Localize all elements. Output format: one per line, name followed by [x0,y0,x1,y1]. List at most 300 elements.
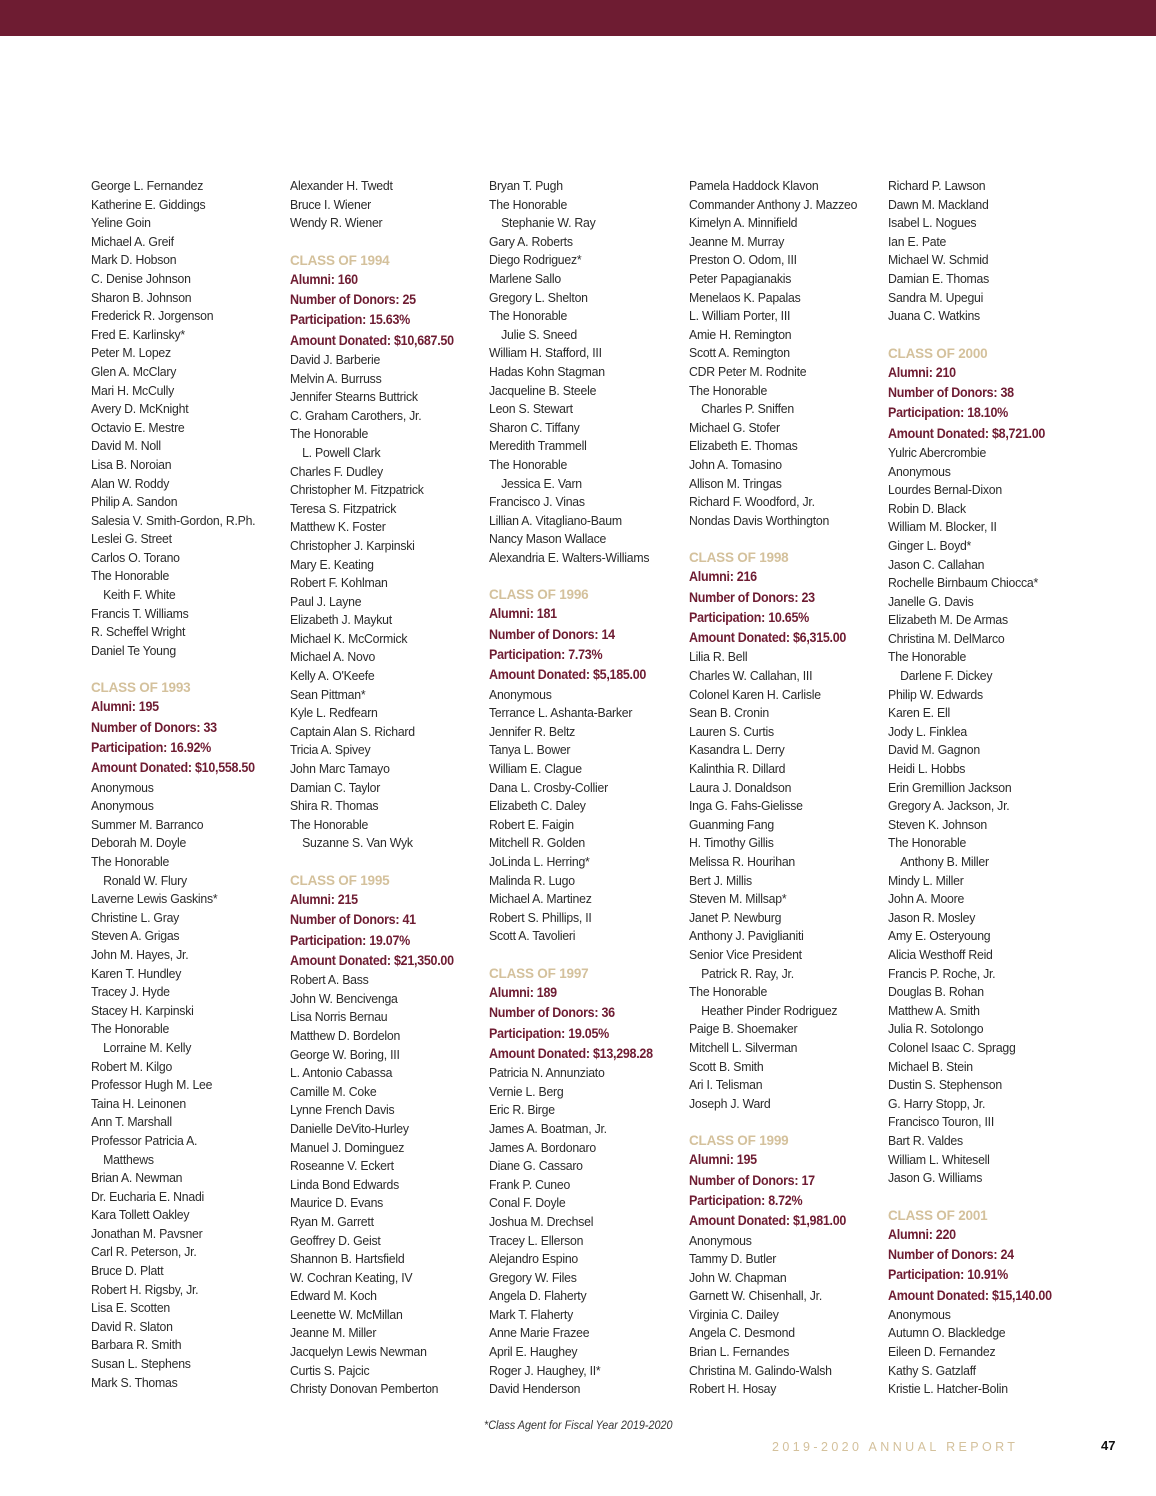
donor-name: Professor Patricia A. [91,1132,198,1148]
donor-name: Ginger L. Boyd* [888,537,972,553]
donor-name: Lisa B. Noroian [91,456,172,472]
donor-name: The Honorable [91,1021,170,1037]
donor-name: Summer M. Barranco [91,816,204,832]
donor-name: Daniel Te Young [91,642,176,658]
page-number: 47 [1101,1438,1116,1453]
name-list [489,177,684,567]
donor-name: G. Harry Stopp, Jr. [888,1095,986,1111]
donor-name: Menelaos K. Papalas [689,289,801,305]
donor-name: Mindy L. Miller [888,872,964,888]
donor-name: Garnett W. Chisenhall, Jr. [689,1288,823,1304]
donor-name: Rochelle Birnbaum Chiocca* [888,575,1039,591]
donor-name: Mitchell L. Silverman [689,1039,798,1055]
class-heading: CLASS OF 1996 [489,587,589,603]
donor-name: Alicia Westhoff Reid [888,946,993,962]
donor-name: Salesia V. Smith-Gordon, R.Ph. [91,512,256,528]
donor-name: Nondas Davis Worthington [689,512,830,528]
donor-name: Douglas B. Rohan [888,984,984,1000]
class-section [91,678,286,1392]
donor-name: Keith F. White [103,587,176,603]
donor-name: Eric R. Birge [489,1102,555,1118]
donor-name: David R. Slaton [91,1318,173,1334]
donor-name: Jessica E. Varn [501,475,582,491]
donor-name: Christina M. DelMarco [888,630,1005,646]
donor-name: Jason G. Williams [888,1170,983,1186]
class-stat: Alumni: 195 [689,1152,757,1168]
donor-name: David Henderson [489,1381,581,1397]
donor-name: The Honorable [489,308,568,324]
donor-name: Anthony B. Miller [900,854,989,869]
donor-name: Kristie L. Hatcher-Bolin [888,1381,1008,1397]
donor-name: Kyle L. Redfearn [290,705,378,721]
donor-name: Steven A. Grigas [91,928,180,944]
donor-name: The Honorable [888,835,967,851]
donor-name: Robert H. Rigsby, Jr. [91,1281,199,1297]
donor-name: Alexander H. Twedt [290,178,393,193]
donor-name: Anonymous [689,1232,752,1248]
donor-name: Michael G. Stofer [689,419,780,435]
donor-name: Lillian A. Vitagliano-Baum [489,512,622,528]
class-stat: Number of Donors: 17 [689,1172,815,1188]
class-stat: Alumni: 181 [489,606,557,622]
donor-name: Tracey L. Ellerson [489,1232,584,1248]
donor-name: The Honorable [689,382,768,398]
donor-name: Karen E. Ell [888,705,950,721]
donor-name: Julia R. Sotolongo [888,1021,984,1037]
donor-name: Stacey H. Karpinski [91,1002,194,1018]
donor-name: Alexandria E. Walters-Williams [489,549,650,565]
donor-name: Senior Vice President [689,946,802,962]
donor-name: Shira R. Thomas [290,798,379,814]
donor-name: Anne Marie Frazee [489,1325,590,1341]
donor-name: Darlene F. Dickey [900,668,993,684]
donor-name: Laura J. Donaldson [689,779,792,795]
class-stat: Amount Donated: $6,315.00 [689,630,847,646]
donor-name: H. Timothy Gillis [689,835,774,851]
donor-name: The Honorable [290,426,369,442]
donor-name: Dawn M. Mackland [888,196,989,212]
donor-name: Kalinthia R. Dillard [689,761,786,777]
class-stat: Number of Donors: 23 [689,589,815,605]
donor-name: Ian E. Pate [888,233,947,249]
class-stat: Participation: 10.65% [689,609,810,625]
class-stat: Number of Donors: 36 [489,1005,615,1021]
donor-name: Elizabeth C. Daley [489,798,586,814]
donor-name: Avery D. McKnight [91,401,189,417]
donor-name: Alejandro Espino [489,1251,579,1267]
donor-name: Marlene Sallo [489,270,561,286]
donor-name: Christine L. Gray [91,909,180,925]
donor-name: Kimelyn A. Minnifield [689,215,798,231]
class-section [888,344,1083,1188]
donor-name: Dana L. Crosby-Collier [489,779,608,795]
donor-name: Eileen D. Fernandez [888,1344,996,1360]
donor-name: Paige B. Shoemaker [689,1021,798,1037]
class-stat: Participation: 7.73% [489,647,603,663]
donor-name: Robert S. Phillips, II [489,909,592,925]
donor-name: Brian A. Newman [91,1170,183,1186]
class-section [489,964,684,1399]
class-stat: Participation: 8.72% [689,1192,803,1208]
donor-name: Tricia A. Spivey [290,742,371,758]
class-heading: CLASS OF 1998 [689,550,789,566]
donor-name: Robin D. Black [888,500,966,516]
donor-name: Professor Hugh M. Lee [91,1077,213,1093]
donor-name: L. Powell Clark [302,444,381,460]
donor-name: Taina H. Leinonen [91,1095,186,1111]
donor-name: Kasandra L. Derry [689,742,785,758]
class-section [689,548,884,1113]
donor-name: Charles F. Dudley [290,463,383,479]
donor-name: Suzanne S. Van Wyk [302,835,413,851]
donor-name: Christina M. Galindo-Walsh [689,1362,832,1378]
donor-name: Mary E. Keating [290,556,374,572]
donor-name: Christopher M. Fitzpatrick [290,482,424,498]
donor-name: Jeanne M. Murray [689,233,785,249]
donor-name: Edward M. Koch [290,1288,377,1304]
donor-name: The Honorable [290,816,369,832]
donor-name: Lisa E. Scotten [91,1300,171,1316]
donor-name: Melissa R. Hourihan [689,854,796,869]
header-band [0,0,1156,36]
donor-name: Sandra M. Upegui [888,289,984,305]
donor-name: Alan W. Roddy [91,475,170,491]
donor-name: Yulric Abercrombie [888,444,987,460]
donor-name: Steven K. Johnson [888,816,988,832]
donor-name: Robert E. Faigin [489,816,574,832]
column-3 [489,177,684,1399]
donor-name: Dr. Eucharia E. Nnadi [91,1188,205,1204]
donor-name: Mitchell R. Golden [489,835,586,851]
donor-name: James A. Boatman, Jr. [489,1120,607,1136]
donor-name: John A. Moore [888,891,965,907]
donor-name: Jonathan M. Pavsner [91,1225,203,1241]
donor-name: Robert F. Kohlman [290,575,388,591]
donor-name: Commander Anthony J. Mazzeo [689,196,858,212]
donor-name: James A. Bordonaro [489,1139,596,1155]
donor-name: Anonymous [91,779,154,795]
class-stat: Amount Donated: $10,558.50 [91,760,255,776]
donor-name: Gregory A. Jackson, Jr. [888,798,1010,814]
donor-name: Michael B. Stein [888,1058,973,1074]
class-section [888,1206,1083,1399]
donor-name: Francis P. Roche, Jr. [888,965,996,981]
donor-name: R. Scheffel Wright [91,624,186,640]
donor-name: Peter M. Lopez [91,345,171,361]
annual-report-title: 2019-2020 ANNUAL REPORT [772,1440,1019,1454]
donor-name: Mari H. McCully [91,382,175,398]
donor-name: Gary A. Roberts [489,233,573,249]
column-4 [689,177,884,1399]
donor-name: Geoffrey D. Geist [290,1232,381,1248]
class-stat: Number of Donors: 24 [888,1246,1014,1262]
column-1 [91,177,286,1392]
class-stat: Alumni: 195 [91,699,159,715]
donor-name: The Honorable [689,984,768,1000]
donor-name: Gregory L. Shelton [489,289,588,305]
donor-name: Michael W. Schmid [888,252,989,268]
class-heading: CLASS OF 1994 [290,252,390,268]
donor-name: Bert J. Millis [689,872,752,888]
donor-name: Charles P. Sniffen [701,401,794,417]
donor-name: Charles W. Callahan, III [689,668,813,684]
donor-name: Scott A. Tavolieri [489,928,576,944]
donor-name: Carl R. Peterson, Jr. [91,1244,197,1260]
class-stat: Number of Donors: 33 [91,719,217,735]
donor-name: Lauren S. Curtis [689,723,774,739]
donor-name: Tracey J. Hyde [91,984,170,1000]
class-stat: Number of Donors: 14 [489,626,615,642]
donor-name: Colonel Karen H. Carlisle [689,686,821,702]
donor-name: Shannon B. Hartsfield [290,1251,405,1267]
donor-name: Glen A. McClary [91,363,177,379]
donor-name: William H. Stafford, III [489,345,602,361]
class-heading: CLASS OF 1993 [91,680,191,696]
donor-name: Roger J. Haughey, II* [489,1362,601,1378]
donor-name: Jeanne M. Miller [290,1325,377,1341]
class-stat: Number of Donors: 38 [888,385,1014,401]
donor-name: Conal F. Doyle [489,1195,566,1211]
donor-name: Frank P. Cuneo [489,1176,571,1192]
donor-name: Jennifer R. Beltz [489,723,576,739]
donor-name: Janelle G. Davis [888,593,974,609]
class-stat: Alumni: 220 [888,1226,956,1242]
donor-name: Lourdes Bernal-Dixon [888,482,1002,498]
donor-name: Bart R. Valdes [888,1132,963,1148]
donor-name: Curtis S. Pajcic [290,1362,370,1378]
donor-name: Robert A. Bass [290,972,369,988]
donor-name: Virginia C. Dailey [689,1306,779,1322]
donor-name: Preston O. Odom, III [689,252,797,268]
donor-name: Kelly A. O'Keefe [290,668,375,684]
donor-name: Francisco Touron, III [888,1114,995,1130]
class-heading: CLASS OF 1997 [489,965,589,981]
donor-name: Anonymous [888,1306,951,1322]
donor-name: Bruce I. Wiener [290,196,372,212]
donor-name: Frederick R. Jorgenson [91,308,214,324]
donor-name: Robert M. Kilgo [91,1058,173,1074]
class-heading: CLASS OF 1995 [290,873,390,888]
donor-name: Angela C. Desmond [689,1325,795,1341]
column-5 [888,177,1083,1399]
donor-name: George W. Boring, III [290,1046,400,1062]
donor-name: Diego Rodriguez* [489,252,582,268]
donor-name: Danielle DeVito-Hurley [290,1120,409,1136]
class-stat: Participation: 10.91% [888,1267,1009,1283]
donor-name: The Honorable [489,196,568,212]
donor-name: Guanming Fang [689,816,774,832]
donor-name: Matthew A. Smith [888,1002,980,1018]
donor-name: Deborah M. Doyle [91,835,187,851]
donor-name: Dustin S. Stephenson [888,1077,1002,1093]
donor-name: Lisa Norris Bernau [290,1009,388,1025]
donor-name: Amie H. Remington [689,326,792,342]
donor-name: George L. Fernandez [91,178,204,193]
donor-name: Jody L. Finklea [888,723,968,739]
donor-name: Damian E. Thomas [888,270,990,286]
donor-name: Lorraine M. Kelly [103,1039,192,1055]
donor-name: Manuel J. Dominguez [290,1139,405,1155]
class-stat: Amount Donated: $21,350.00 [290,952,454,968]
donor-name: The Honorable [91,568,170,584]
donor-name: David M. Gagnon [888,742,980,758]
donor-name: Paul J. Layne [290,593,362,609]
donor-name: Leslei G. Street [91,531,172,547]
name-list [290,177,485,233]
class-stat: Amount Donated: $5,185.00 [489,667,647,683]
donor-name: Peter Papagianakis [689,270,792,286]
class-stat: Participation: 19.07% [290,932,411,948]
donor-name: Mark S. Thomas [91,1374,178,1390]
donor-name: Malinda R. Lugo [489,872,575,888]
donor-name: David J. Barberie [290,351,381,367]
donor-name: Ryan M. Garrett [290,1213,374,1229]
donor-name: Heidi L. Hobbs [888,761,966,777]
donor-name: Elizabeth J. Maykut [290,612,392,628]
donor-name: Wendy R. Wiener [290,215,383,231]
donor-name: Bruce D. Platt [91,1263,164,1279]
donor-name: Sean B. Cronin [689,705,769,721]
donor-name: Sharon C. Tiffany [489,419,580,435]
donor-name: Patrick R. Ray, Jr. [701,965,794,981]
donor-name: Kara Tollett Oakley [91,1207,190,1223]
class-stat: Alumni: 210 [888,364,956,380]
donor-name: Matthew K. Foster [290,519,386,535]
donor-name: Julie S. Sneed [501,326,577,342]
donor-name: Octavio E. Mestre [91,419,185,435]
class-stat: Participation: 19.05% [489,1025,610,1041]
donor-name: JoLinda L. Herring* [489,854,590,869]
donor-name: Richard P. Lawson [888,178,986,193]
donor-name: Diane G. Cassaro [489,1158,583,1174]
donor-name: Jennifer Stearns Buttrick [290,389,418,405]
donor-name: Allison M. Tringas [689,475,782,491]
donor-name: Nancy Mason Wallace [489,531,607,547]
donor-name: John Marc Tamayo [290,761,390,777]
donor-name: Juana C. Watkins [888,308,980,324]
donor-name: Elizabeth M. De Armas [888,612,1008,628]
class-agent-footnote: *Class Agent for Fiscal Year 2019-2020 [484,1418,673,1432]
donor-name: The Honorable [91,854,170,869]
donor-name: Lynne French Davis [290,1102,395,1118]
donor-name: Leon S. Stewart [489,401,573,417]
class-section [290,251,485,853]
donor-name: Tanya L. Bower [489,742,571,758]
donor-name: Fred E. Karlinsky* [91,326,185,342]
donor-name: Richard F. Woodford, Jr. [689,494,815,510]
donor-name: Meredith Trammell [489,438,587,454]
donor-name: William M. Blocker, II [888,519,997,535]
donor-name: Captain Alan S. Richard [290,723,415,739]
donor-name: Melvin A. Burruss [290,370,382,386]
class-stat: Amount Donated: $15,140.00 [888,1287,1052,1303]
class-stat: Amount Donated: $13,298.28 [489,1045,653,1061]
donor-name: Michael A. Greif [91,233,174,249]
donor-name: Terrance L. Ashanta-Barker [489,705,633,721]
donor-name: L. William Porter, III [689,308,791,324]
donor-name: Katherine E. Giddings [91,196,206,212]
donor-name: The Honorable [888,649,967,665]
class-heading: CLASS OF 2000 [888,345,988,361]
class-section [489,585,684,946]
donor-name: Angela D. Flaherty [489,1288,587,1304]
donor-name: Robert H. Hosay [689,1381,777,1397]
donor-name: Brian L. Fernandes [689,1344,790,1360]
donor-name: Roseanne V. Eckert [290,1158,394,1174]
donor-name: Philip A. Sandon [91,494,178,510]
donor-name: Christopher J. Karpinski [290,537,415,553]
class-heading: CLASS OF 2001 [888,1207,988,1223]
donor-name: Jacquelyn Lewis Newman [290,1344,427,1360]
donor-name: Susan L. Stephens [91,1356,191,1372]
donor-name: Vernie L. Berg [489,1083,564,1099]
donor-name: Joseph J. Ward [689,1095,771,1111]
donor-name: Michael A. Novo [290,649,376,665]
donor-name: Joshua M. Drechsel [489,1213,594,1229]
donor-name: Teresa S. Fitzpatrick [290,500,397,516]
class-section [290,871,485,1399]
donor-name: Patricia N. Annunziato [489,1065,605,1081]
donor-name: Maurice D. Evans [290,1195,384,1211]
donor-name: William E. Clague [489,761,582,777]
donor-name: Michael A. Martinez [489,891,592,907]
class-stat: Participation: 15.63% [290,312,411,328]
donor-name: C. Denise Johnson [91,270,191,286]
donor-name: Francisco J. Vinas [489,494,585,510]
donor-name: CDR Peter M. Rodnite [689,363,807,379]
donor-name: Barbara R. Smith [91,1337,182,1353]
donor-name: C. Graham Carothers, Jr. [290,407,422,423]
class-section [689,1131,884,1399]
donor-name: Scott B. Smith [689,1058,764,1074]
donor-name: Mark T. Flaherty [489,1306,573,1322]
donor-name: Carlos O. Torano [91,549,180,565]
donor-name: Leenette W. McMillan [290,1306,403,1322]
class-stat: Participation: 16.92% [91,740,212,756]
donor-name: Ann T. Marshall [91,1114,172,1130]
donor-name: Tammy D. Butler [689,1251,777,1267]
donor-name: L. Antonio Cabassa [290,1065,393,1081]
donor-name: Elizabeth E. Thomas [689,438,798,454]
donor-name: Michael K. McCormick [290,630,408,646]
donor-name: Janet P. Newburg [689,909,782,925]
donor-name: Lilia R. Bell [689,649,748,665]
donor-name: Yeline Goin [91,215,151,231]
donor-name: Anonymous [489,686,552,702]
name-list [689,177,884,530]
class-stat: Amount Donated: $10,687.50 [290,332,454,348]
class-stat: Participation: 18.10% [888,405,1009,421]
donor-name: Anthony J. Paviglianiti [689,928,804,944]
donor-name: Camille M. Coke [290,1083,377,1099]
donor-name: William L. Whitesell [888,1151,990,1167]
class-heading: CLASS OF 1999 [689,1133,789,1149]
donor-name: Linda Bond Edwards [290,1176,399,1192]
class-stat: Alumni: 216 [689,569,757,585]
donor-name: Sharon B. Johnson [91,289,192,305]
donor-name: W. Cochran Keating, IV [290,1269,413,1285]
donor-name: Jason C. Callahan [888,556,985,572]
donor-name: Gregory W. Files [489,1269,577,1285]
donor-name: Philip W. Edwards [888,686,983,702]
donor-name: David M. Noll [91,438,161,454]
donor-name: Bryan T. Pugh [489,178,563,193]
donor-name: Amy E. Osteryoung [888,928,991,944]
name-list [888,177,1083,326]
donor-name: John W. Chapman [689,1269,787,1285]
donor-name: Damian C. Taylor [290,779,381,795]
donor-name: Mark D. Hobson [91,252,177,268]
